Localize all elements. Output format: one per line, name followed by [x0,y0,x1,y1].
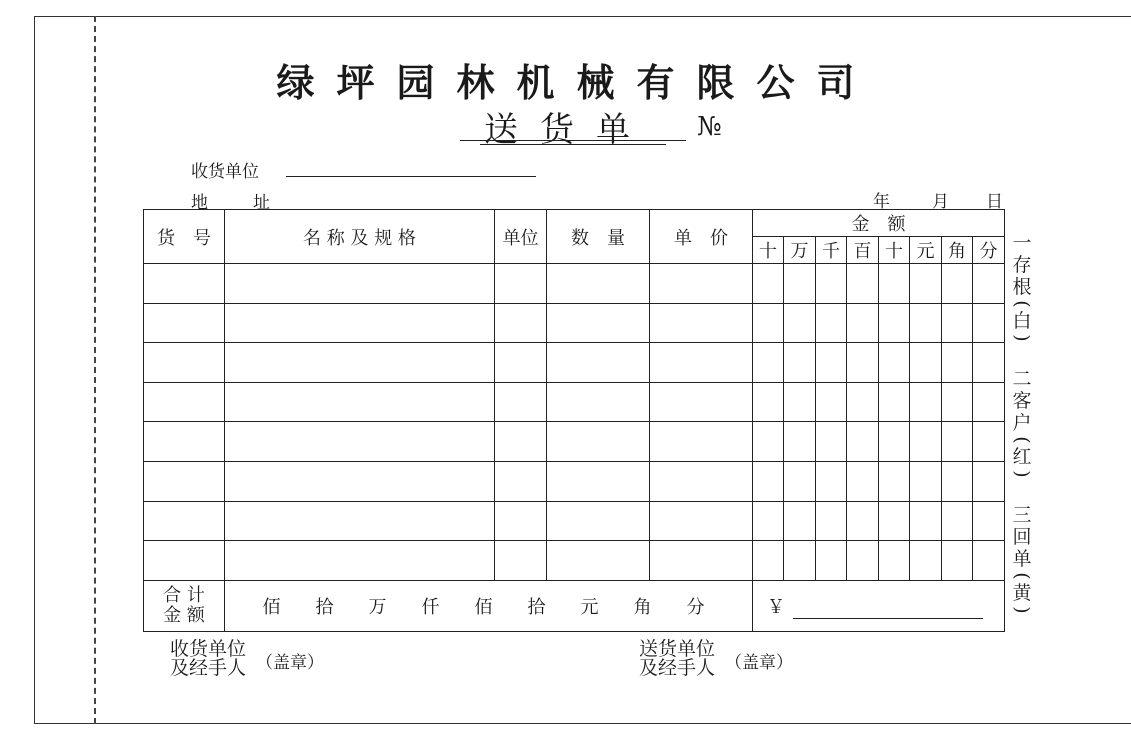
perforation-line [94,16,96,724]
table-cell[interactable] [973,422,1005,462]
table-cell[interactable] [753,264,784,304]
total-unit-label: 佰 [474,596,493,618]
document-title: 送货单 [484,110,652,150]
table-cell[interactable] [816,541,847,581]
table-row [144,541,1005,581]
sender-sig-line1: 送货单位 [639,638,716,660]
table-cell[interactable] [973,264,1005,304]
digit-header: 角 [942,237,973,264]
table-cell[interactable] [847,541,879,581]
table-cell[interactable] [144,343,225,383]
table-cell[interactable] [847,382,879,422]
date-day: 日 [986,192,1003,212]
table-cell[interactable] [910,303,942,343]
table-cell[interactable] [784,343,816,383]
title-underline [460,140,686,141]
table-cell[interactable] [910,541,942,581]
copy-3-label: 三 回 单 ( 黄 ) [1011,504,1033,614]
header-item-no: 货 号 [144,210,225,264]
table-cell[interactable] [910,422,942,462]
table-cell[interactable] [650,264,753,304]
table-cell[interactable] [495,541,547,581]
total-label-line1: 合 计 [163,584,205,606]
table-cell[interactable] [942,264,973,304]
table-cell[interactable] [650,461,753,501]
table-cell[interactable] [650,303,753,343]
table-cell[interactable] [784,264,816,304]
table-row [144,422,1005,462]
sender-sig-line2: 及经手人 [639,657,716,679]
header-unit: 单位 [495,210,547,264]
digit-header: 千 [816,237,847,264]
table-cell[interactable] [547,382,650,422]
table-cell[interactable] [879,541,910,581]
table-cell[interactable] [547,264,650,304]
table-cell[interactable] [495,501,547,541]
table-cell[interactable] [879,422,910,462]
total-label [144,580,225,631]
table-cell[interactable] [547,422,650,462]
table-cell[interactable] [973,461,1005,501]
table-cell[interactable] [879,501,910,541]
table-cell[interactable] [225,501,495,541]
table-cell[interactable] [816,343,847,383]
total-unit-label: 佰 [262,596,281,618]
total-unit-label: 角 [633,596,652,618]
date-month: 月 [932,192,949,212]
total-amount-words[interactable] [225,580,753,631]
table-cell[interactable] [753,541,784,581]
yen-symbol: ￥ [767,596,785,618]
table-cell[interactable] [816,264,847,304]
table-cell[interactable] [144,461,225,501]
table-cell[interactable] [879,382,910,422]
yen-amount-field[interactable] [793,600,983,619]
table-cell[interactable] [753,461,784,501]
sender-signature [639,640,715,678]
digit-header: 万 [784,237,816,264]
table-row [144,501,1005,541]
table-cell[interactable] [784,382,816,422]
table-cell[interactable] [144,501,225,541]
table-cell[interactable] [910,264,942,304]
table-cell[interactable] [225,264,495,304]
table-cell[interactable] [879,343,910,383]
company-name: 绿坪园林机械有限公司 [276,60,877,105]
total-unit-label: 仟 [421,596,440,618]
table-cell[interactable] [784,303,816,343]
table-cell[interactable] [495,303,547,343]
table-cell[interactable] [847,303,879,343]
copy-2-label: 二 客 户 ( 红 ) [1011,368,1033,478]
table-cell[interactable] [547,461,650,501]
digit-header: 十 [753,237,784,264]
table-cell[interactable] [816,501,847,541]
digit-header: 百 [847,237,879,264]
table-cell[interactable] [816,422,847,462]
table-cell[interactable] [650,541,753,581]
table-cell[interactable] [816,303,847,343]
receiver-seal: （盖章） [256,653,324,673]
table-cell[interactable] [753,422,784,462]
table-cell[interactable] [225,303,495,343]
header-unit-price: 单 价 [650,210,753,264]
table-cell[interactable] [910,343,942,383]
table-cell[interactable] [753,343,784,383]
table-cell[interactable] [753,501,784,541]
sender-seal: （盖章） [725,653,793,673]
table-cell[interactable] [547,303,650,343]
table-row [144,382,1005,422]
table-row [144,461,1005,501]
table-cell[interactable] [784,501,816,541]
table-cell[interactable] [650,501,753,541]
table-cell[interactable] [225,422,495,462]
table-cell[interactable] [225,343,495,383]
table-cell[interactable] [942,303,973,343]
table-cell[interactable] [144,303,225,343]
table-cell[interactable] [144,422,225,462]
digit-header: 分 [973,237,1005,264]
table-cell[interactable] [753,303,784,343]
table-cell[interactable] [942,501,973,541]
table-cell[interactable] [816,461,847,501]
table-cell[interactable] [144,382,225,422]
table-cell[interactable] [942,541,973,581]
table-cell[interactable] [879,303,910,343]
receiver-sig-line2: 及经手人 [170,657,247,679]
address-label-1: 地 [191,193,208,213]
table-cell[interactable] [847,501,879,541]
table-cell[interactable] [495,422,547,462]
table-cell[interactable] [847,461,879,501]
table-cell[interactable] [144,541,225,581]
table-cell[interactable] [495,264,547,304]
table-cell[interactable] [942,343,973,383]
table-cell[interactable] [547,501,650,541]
table-cell[interactable] [650,343,753,383]
table-cell[interactable] [847,422,879,462]
table-cell[interactable] [547,343,650,383]
receiver-label: 收货单位 [191,162,259,182]
table-cell[interactable] [973,382,1005,422]
table-cell[interactable] [144,264,225,304]
receiver-sig-line1: 收货单位 [170,638,247,660]
table-cell[interactable] [910,501,942,541]
address-label-2: 址 [253,193,270,213]
table-cell[interactable] [973,303,1005,343]
table-row [144,264,1005,304]
title-underline-inner [480,144,666,145]
total-label-line2: 金 额 [163,604,205,626]
total-unit-label: 万 [368,596,387,618]
digit-header: 十 [879,237,910,264]
receiver-signature [170,640,246,678]
copy-1-label: 一 存 根 ( 白 ) [1011,232,1033,342]
header-quantity: 数 量 [547,210,650,264]
table-cell[interactable] [973,501,1005,541]
table-cell[interactable] [225,461,495,501]
table-cell[interactable] [784,541,816,581]
table-cell[interactable] [753,382,784,422]
table-cell[interactable] [650,422,753,462]
table-cell[interactable] [973,343,1005,383]
table-cell[interactable] [495,343,547,383]
table-cell[interactable] [495,461,547,501]
table-cell[interactable] [910,382,942,422]
digit-header: 元 [910,237,942,264]
table-cell[interactable] [495,382,547,422]
table-cell[interactable] [847,264,879,304]
table-cell[interactable] [816,382,847,422]
total-unit-label: 元 [580,596,599,618]
header-amount: 金 额 [753,210,1005,237]
table-cell[interactable] [942,422,973,462]
table-cell[interactable] [973,541,1005,581]
table-cell[interactable] [879,461,910,501]
table-cell[interactable] [650,382,753,422]
table-cell[interactable] [784,422,816,462]
table-cell[interactable] [910,461,942,501]
total-unit-label: 分 [686,596,705,618]
date-year: 年 [873,192,890,212]
table-cell[interactable] [225,382,495,422]
total-amount-figures[interactable] [753,580,1005,631]
goods-table [143,209,1005,632]
header-name-spec: 名 称 及 规 格 [225,210,495,264]
table-cell[interactable] [942,461,973,501]
receiver-field[interactable] [286,176,536,177]
table-cell[interactable] [225,541,495,581]
table-cell[interactable] [847,343,879,383]
table-cell[interactable] [784,461,816,501]
table-cell[interactable] [547,541,650,581]
table-cell[interactable] [879,264,910,304]
table-cell[interactable] [942,382,973,422]
table-row [144,343,1005,383]
table-row [144,303,1005,343]
number-label: № [697,112,722,142]
total-unit-label: 拾 [527,596,546,618]
total-unit-label: 拾 [315,596,334,618]
